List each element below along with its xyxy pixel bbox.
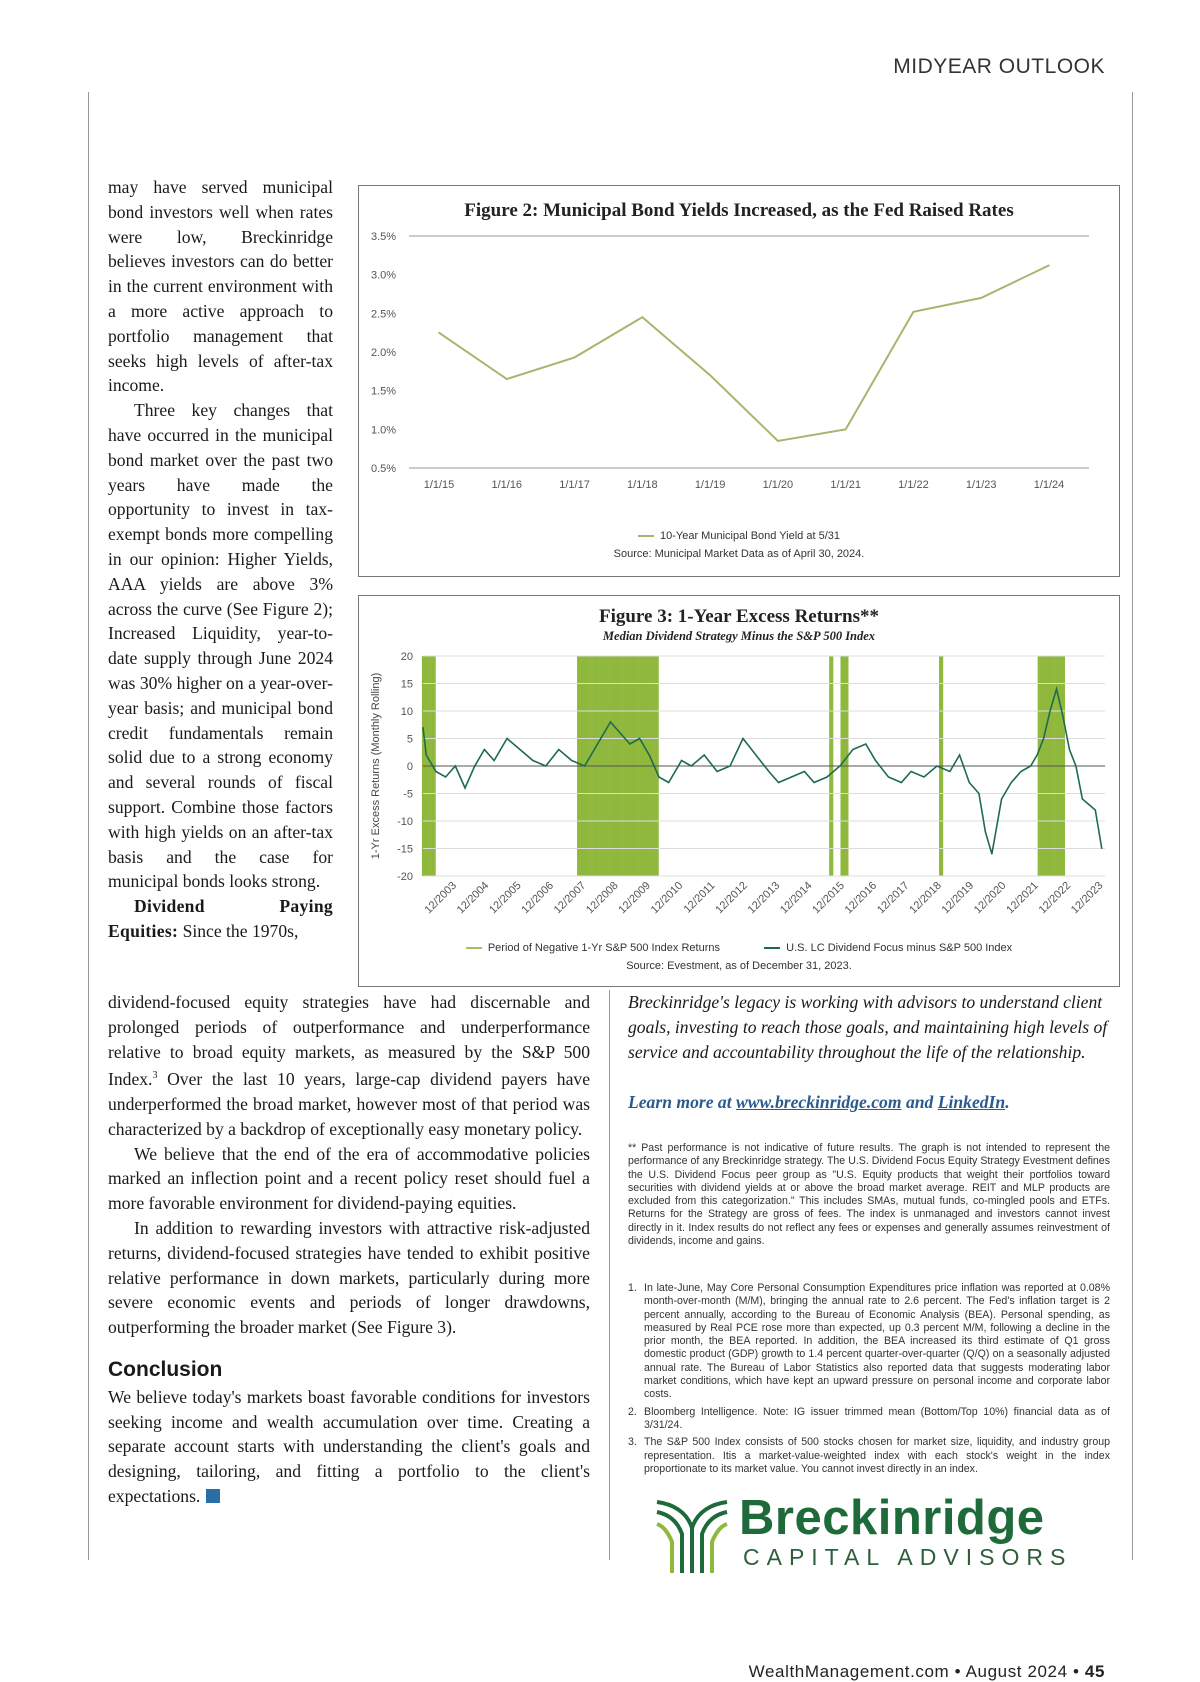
data-point <box>978 793 979 794</box>
data-point <box>658 776 659 777</box>
data-point <box>839 765 840 766</box>
data-point <box>768 771 769 772</box>
footnote <box>628 1406 1110 1433</box>
data-point <box>1095 809 1096 810</box>
data-point <box>1062 716 1063 717</box>
data-point <box>913 311 915 313</box>
figure-3-title: Figure 3: 1-Year Excess Returns** <box>598 606 880 627</box>
page-footer <box>749 1662 1105 1682</box>
data-point <box>438 332 440 334</box>
data-point <box>778 782 779 783</box>
figure-2-plot <box>359 218 1119 538</box>
wheat-icon <box>655 1498 729 1573</box>
data-point <box>1049 710 1050 711</box>
data-point <box>936 765 937 766</box>
footnote-text: In late-June, May Core Personal Consumption Expenditures price inflation was reported at 0.08% month-over-month (M/M), bringing the annual rate to 2.6 percent. The Fed's inflation target is 2 percent annually, according to the Bureau of Economic Analysis (BEA). Personal spending, as measured by Real PCE rose more than expected, up 0.3 percent M/M, following a decline in the prior month, the BEA reported. In addition, the BEA increased its third estimate of Q1 gross domestic product (GDP) growth to 1.4 percent quarter-over-quarter (Q/Q) on a seasonally adjusted annual rate. The Bureau of Labor Statistics also reported data that suggests moderating labor market conditions, which have kept an upward pressure on personal income and corporate labor costs. <box>644 1282 1110 1401</box>
figure-2-legend <box>359 530 1119 542</box>
data-point <box>464 787 465 788</box>
x-tick-label: 12/2019 <box>939 879 977 917</box>
data-point <box>813 782 814 783</box>
page-number: 45 <box>1084 1662 1105 1681</box>
x-tick-label: 12/2005 <box>487 879 524 917</box>
data-point <box>506 738 507 739</box>
data-point <box>959 754 960 755</box>
footnotes <box>628 1282 1110 1480</box>
x-tick-label: 12/2007 <box>551 879 589 917</box>
x-tick-label: 12/2006 <box>519 879 557 917</box>
data-point <box>506 378 508 380</box>
data-point <box>923 776 924 777</box>
data-point <box>422 727 423 728</box>
figure-3-plot <box>359 644 1119 944</box>
figure-2-source: Source: Municipal Market Data as of April 30, 2024. <box>613 548 865 560</box>
conclusion-text: We believe today's markets boast favorable conditions for investors seeking income and wealth accumulation over time. Creating a separate account starts with understanding the client's goals and designing, tailoring, and fitting a portfolio to the client's expectations. <box>108 1386 590 1506</box>
data-point <box>704 754 705 755</box>
data-point <box>791 776 792 777</box>
data-point <box>574 357 576 359</box>
learn-suffix: . <box>1005 1092 1010 1112</box>
data-point <box>571 760 572 761</box>
data-point <box>845 429 847 431</box>
x-tick-label: 12/2004 <box>454 879 492 917</box>
paragraph <box>108 1385 590 1509</box>
data-point <box>852 749 853 750</box>
data-point <box>1020 771 1021 772</box>
y-tick-label: 3.5% <box>371 231 397 243</box>
logo-name: Breckinridge <box>739 1491 1045 1545</box>
data-point <box>985 831 986 832</box>
end-mark-icon <box>206 1489 220 1503</box>
x-tick-label: 1/1/16 <box>491 479 523 491</box>
data-point <box>597 743 598 744</box>
y-tick-label: 20 <box>400 651 413 663</box>
legend-label: 10-Year Municipal Bond Yield at 5/31 <box>660 530 840 542</box>
x-tick-label: 12/2009 <box>616 879 653 917</box>
data-point <box>494 760 495 761</box>
legend-swatch <box>466 947 482 949</box>
data-point <box>969 782 970 783</box>
dividend-heading: Dividend Paying Equities: <box>108 896 333 941</box>
y-tick-label: 10 <box>400 706 413 718</box>
data-point <box>474 765 475 766</box>
data-point <box>610 721 611 722</box>
footer-separator: • <box>954 1662 962 1681</box>
x-tick-label: 1/1/22 <box>898 479 929 491</box>
data-point <box>532 760 533 761</box>
paragraph-text: Over the last 10 years, large-cap dividend payers have underperformed the broad market, however most of that period was characterized by a backdrop of exceptionally easy monetary policy. <box>108 1069 591 1139</box>
x-tick-label: 12/2011 <box>681 879 718 916</box>
footnote-num: 3. <box>628 1436 637 1449</box>
x-tick-label: 12/2003 <box>422 879 460 917</box>
x-tick-label: 12/2010 <box>648 879 686 917</box>
data-point <box>888 776 889 777</box>
x-tick-label: 12/2012 <box>713 879 750 917</box>
paragraph: Three key changes that have occurred in the municipal bond market over the past two years have made the opportunity to invest in tax-exempt bonds more compelling in our opinion: Higher Yields, AAA yields are above 3% across the curve (See Figure 2); Increased Liquidity, year-to-date supply through June 2024 was 30% higher on a year-over-year basis; and municipal bond credit fundamentals remain solid due to a strong economy and several rounds of fiscal support. Combine those factors with high yields on an after-tax basis and the case for municipal bonds looks strong. <box>108 400 333 892</box>
y-axis-label: 1-Yr Excess Returns (Monthly Rolling) <box>370 672 382 860</box>
footer-date: August 2024 <box>965 1662 1068 1681</box>
figure-2-title: Figure 2: Municipal Bond Yields Increased, as the Fed Raised Rates <box>464 200 1014 221</box>
x-tick-label: 12/2021 <box>1004 879 1041 917</box>
data-point <box>991 853 992 854</box>
y-tick-label: -10 <box>397 816 413 828</box>
data-point <box>668 782 669 783</box>
data-point <box>742 738 743 739</box>
y-tick-label: 2.0% <box>371 347 397 359</box>
data-point <box>1101 848 1102 849</box>
data-point <box>804 771 805 772</box>
y-tick-label: 2.5% <box>371 308 397 321</box>
learn-prefix: Learn more at <box>628 1092 732 1112</box>
section-header: MIDYEAR OUTLOOK <box>893 55 1105 78</box>
paragraph <box>108 990 590 1142</box>
x-tick-label: 12/2022 <box>1036 879 1074 917</box>
disclaimer: ** Past performance is not indicative of future results. The graph is not intended to represent the performance of any Breckinridge strategy. The U.S. Dividend Focus Equity Strategy Evestment defines the U.S. Dividend Focus peer group as "U.S. Equity products that weight their portfolios toward securities with dividend yields at or above the broad market average. REIT and MLP products are excluded from this categorization." This includes SMAs, mutual funds, co-mingled pools and ETFs. Returns for the Strategy are gross of fees. The index is unmanaged and investors cannot invest directly in it. Index results do not reflect any fees or expenses and generally assumes reinvestment of dividends, income and gains. <box>628 1142 1110 1248</box>
data-point <box>910 771 911 772</box>
legacy-statement: Breckinridge's legacy is working with advisors to understand client goals, investing to reach those goals, and maintaining high levels of service and accountability throughout the life of the relationship. <box>628 992 1108 1062</box>
x-tick-label: 1/1/23 <box>965 479 997 491</box>
website-link[interactable]: www.breckinridge.com <box>736 1092 902 1112</box>
data-point <box>729 765 730 766</box>
x-tick-label: 1/1/24 <box>1033 479 1065 491</box>
footnote-ref: 3 <box>152 1070 158 1082</box>
y-tick-label: 3.0% <box>371 269 397 282</box>
footer-separator: • <box>1073 1662 1080 1681</box>
data-point <box>691 765 692 766</box>
x-tick-label: 12/2013 <box>745 879 783 917</box>
y-tick-label: 15 <box>400 678 413 691</box>
data-point <box>717 771 718 772</box>
x-tick-label: 12/2017 <box>874 879 912 917</box>
y-tick-label: 0 <box>406 761 413 773</box>
x-tick-label: 12/2016 <box>842 879 880 917</box>
series-line-municipal-yield <box>439 265 1049 441</box>
data-point <box>980 297 982 299</box>
x-tick-label: 1/1/20 <box>762 479 794 491</box>
data-point <box>649 754 650 755</box>
x-tick-label: 1/1/15 <box>423 479 455 491</box>
footnote <box>628 1282 1110 1402</box>
data-point <box>865 743 866 744</box>
data-point <box>709 374 711 376</box>
right-page-rule <box>1132 92 1133 1560</box>
data-point <box>629 743 630 744</box>
data-point <box>584 765 585 766</box>
data-point <box>620 732 621 733</box>
legend-swatch <box>764 947 780 949</box>
x-tick-label: 12/2020 <box>971 879 1009 917</box>
data-point <box>681 760 682 761</box>
x-tick-label: 12/2015 <box>810 879 847 917</box>
y-tick-label: -15 <box>397 843 413 856</box>
data-point <box>1056 688 1057 689</box>
breckinridge-logo <box>655 1491 1095 1573</box>
y-tick-label: 1.0% <box>371 424 397 437</box>
footnote-text: The S&P 500 Index consists of 500 stocks chosen for market size, liquidity, and industry group representation. Itis a market-value-weighted index with each stock's weight in the index proportionate to its market value. You cannot invest directly in an index. <box>644 1436 1110 1475</box>
y-tick-label: -20 <box>397 871 413 883</box>
legend-label: Period of Negative 1-Yr S&P 500 Index Returns <box>487 942 720 954</box>
x-tick-label: 12/2008 <box>584 879 621 917</box>
learn-and: and <box>905 1092 934 1112</box>
x-tick-label: 12/2014 <box>778 879 815 917</box>
data-point <box>545 765 546 766</box>
footnote <box>628 1436 1110 1476</box>
y-tick-label: -5 <box>403 788 413 801</box>
data-point <box>519 749 520 750</box>
column-divider <box>609 990 610 1560</box>
x-tick-label: 1/1/21 <box>830 479 861 491</box>
y-tick-label: 0.5% <box>371 463 397 475</box>
data-point <box>901 782 902 783</box>
paragraph-text: dividend-focused equity strategies have had discernable and prolonged periods of outperformance and underperformance relative to broad equity markets, as measured by the S&P 500 Index. <box>108 992 590 1090</box>
data-point <box>1043 738 1044 739</box>
data-point <box>1048 265 1050 267</box>
paragraph: In addition to rewarding investors with attractive risk-adjusted returns, dividend-focused strategies have tended to exhibit positive relative performance in down markets, particularly during more severe economic events and periods of longer drawdowns, outperforming the broader market (See Figure 3). <box>108 1218 590 1338</box>
x-tick-label: 1/1/19 <box>694 479 726 491</box>
data-point <box>949 771 950 772</box>
x-tick-label: 1/1/17 <box>559 479 590 491</box>
legend-swatch <box>638 535 654 537</box>
y-tick-label: 5 <box>406 733 413 746</box>
footer-site: WealthManagement.com <box>748 1662 950 1681</box>
footnote-num: 1. <box>628 1282 637 1294</box>
data-point <box>445 776 446 777</box>
data-point <box>1069 749 1070 750</box>
data-point <box>455 765 456 766</box>
paragraph: We believe that the end of the era of accommodative policies marked an inflection point and a recent policy reset should fuel a more favorable environment for dividend-paying equities. <box>108 1143 590 1214</box>
data-point <box>1001 798 1002 799</box>
paragraph: may have served municipal bond investors well when rates were low, Breckinridge believes investors can do better in the current environment with a more active approach to portfolio management that seeks high levels of after-tax income. <box>108 177 333 396</box>
data-point <box>558 749 559 750</box>
data-point <box>826 776 827 777</box>
data-point <box>1082 798 1083 799</box>
figure-3-legend <box>359 942 1119 954</box>
wide-text-column <box>108 990 590 1509</box>
data-point <box>435 771 436 772</box>
left-page-rule <box>88 92 89 1560</box>
footnote-num: 2. <box>628 1405 637 1418</box>
data-point <box>426 754 427 755</box>
legend-label: U.S. LC Dividend Focus minus S&P 500 Index <box>786 942 1013 954</box>
paragraph <box>108 894 333 944</box>
y-tick-label: 1.5% <box>371 385 397 398</box>
dividend-lead: Since the 1970s, <box>182 920 299 941</box>
narrow-text-column <box>108 175 333 944</box>
series-line-excess-returns <box>423 689 1102 854</box>
footnote-text: Bloomberg Intelligence. Note: IG issuer trimmed mean (Bottom/Top 10%) financial data as of 3/31/24. <box>644 1405 1110 1431</box>
logo-sub: CAPITAL ADVISORS <box>743 1544 1073 1570</box>
data-point <box>1037 754 1038 755</box>
data-point <box>1088 804 1089 805</box>
data-point <box>1030 765 1031 766</box>
data-point <box>777 440 779 442</box>
data-point <box>639 738 640 739</box>
x-tick-label: 12/2023 <box>1068 879 1106 917</box>
data-point <box>1011 782 1012 783</box>
data-point <box>484 749 485 750</box>
conclusion-heading: Conclusion <box>108 1358 223 1382</box>
x-tick-label: 1/1/18 <box>627 479 658 491</box>
data-point <box>875 760 876 761</box>
x-tick-label: 12/2018 <box>907 879 944 917</box>
linkedin-link[interactable]: LinkedIn <box>937 1092 1006 1112</box>
figure-3-subtitle: Median Dividend Strategy Minus the S&P 500 Index <box>602 629 876 643</box>
data-point <box>642 316 644 318</box>
figure-2 <box>358 185 1120 577</box>
figure-3-source: Source: Evestment, as of December 31, 2023. <box>626 960 852 972</box>
data-point <box>1075 765 1076 766</box>
learn-more <box>628 1092 1110 1113</box>
figure-3 <box>358 595 1120 987</box>
data-point <box>755 754 756 755</box>
